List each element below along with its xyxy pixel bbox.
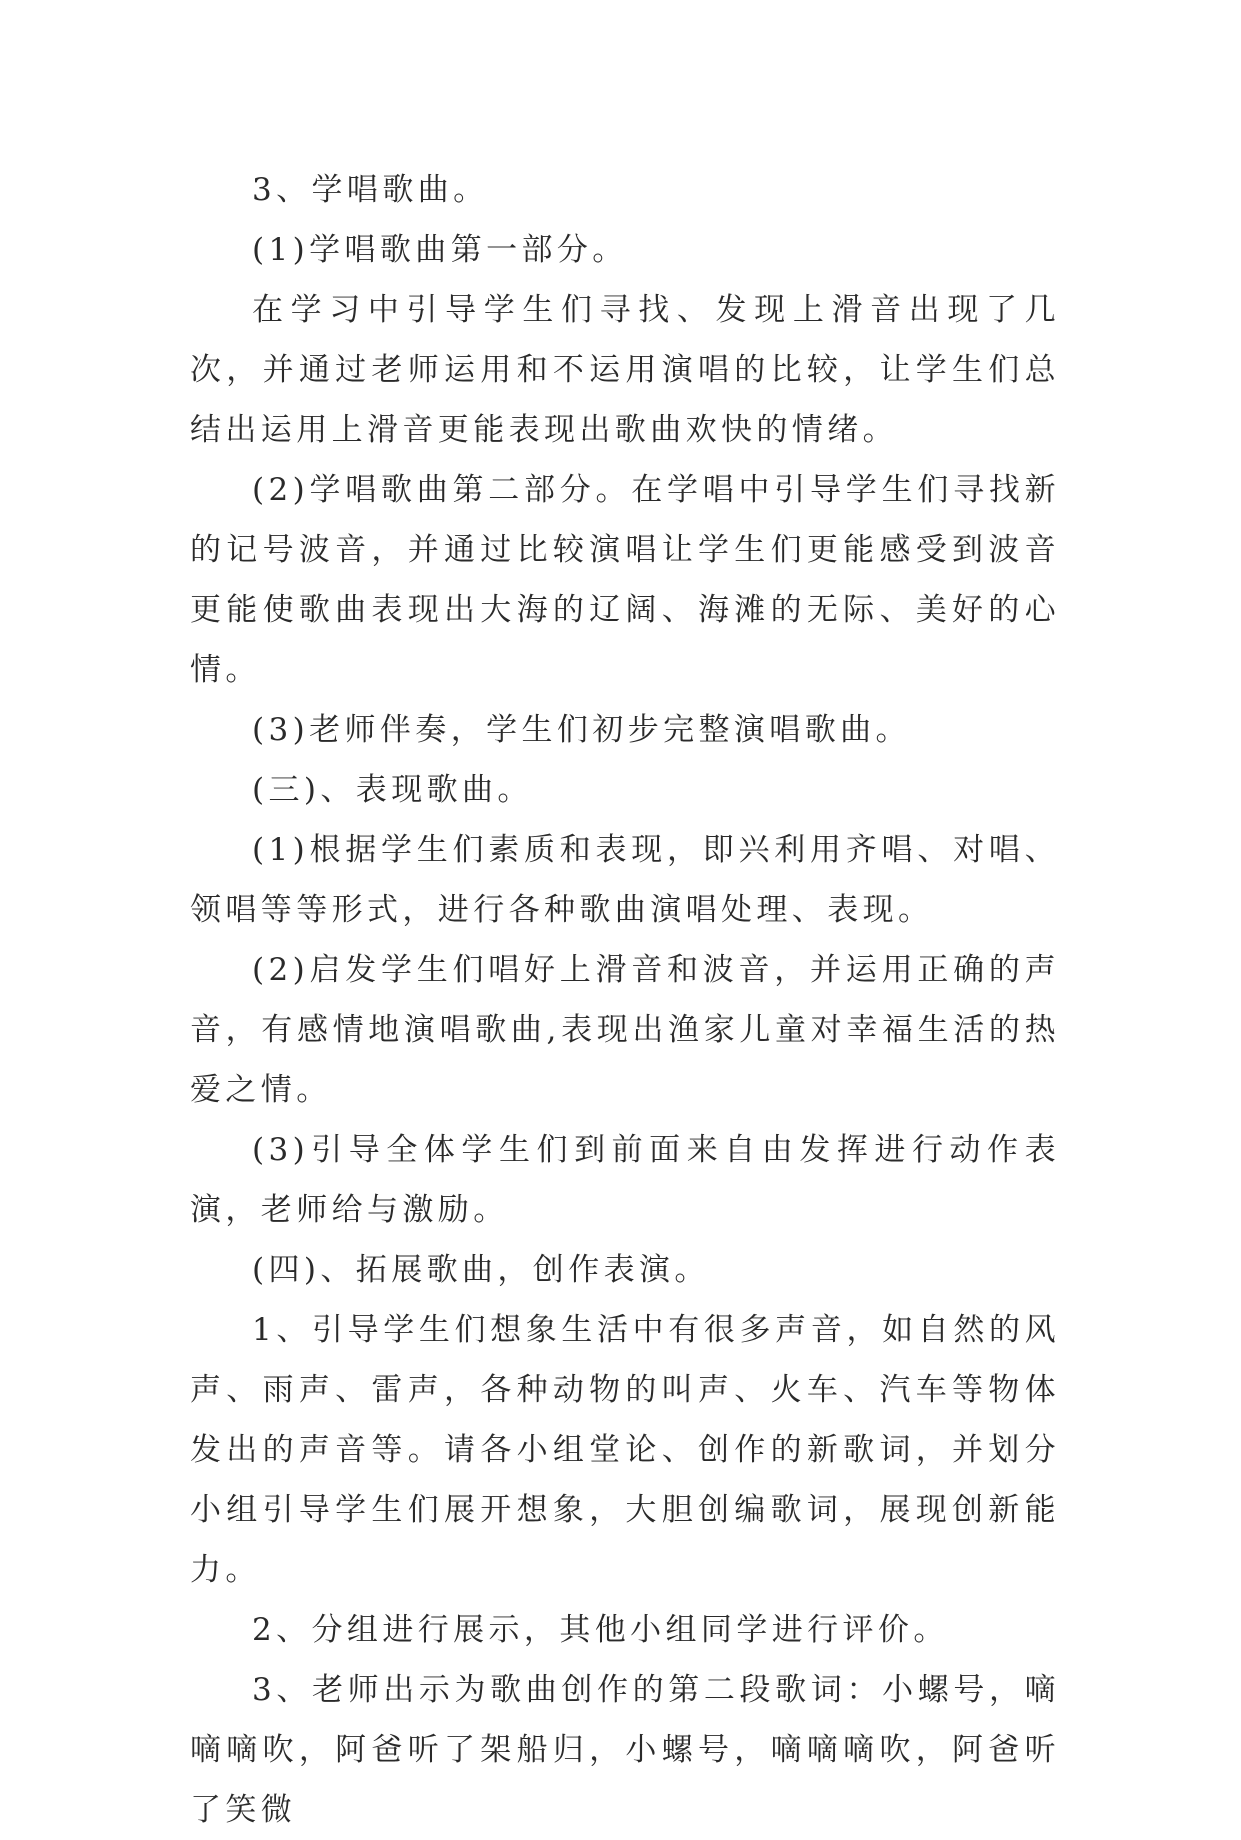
paragraph-extend-2: 2、分组进行展示，其他小组同学进行评价。 <box>252 1612 949 1648</box>
paragraph-step-3: 3、学唱歌曲。 <box>252 172 489 208</box>
paragraph-part-2: (2)学唱歌曲第二部分。在学唱中引导学生们寻找新的记号波音，并通过比较演唱让学生们更能感受到波音更能使歌曲表现出大海的辽阔、海滩的无际、美好的心情。 <box>190 472 1060 688</box>
section-heading-4: (四)、拓展歌曲，创作表演。 <box>252 1252 710 1288</box>
section-heading-3: (三)、表现歌曲。 <box>252 772 533 808</box>
paragraph-express-1: (1)根据学生们素质和表现，即兴利用齐唱、对唱、领唱等等形式，进行各种歌曲演唱处理、表现。 <box>190 832 1060 928</box>
document-body <box>190 160 1060 1840</box>
paragraph-part-1-detail: 在学习中引导学生们寻找、发现上滑音出现了几次，并通过老师运用和不运用演唱的比较，让学生们总结出运用上滑音更能表现出歌曲欢快的情绪。 <box>190 292 1060 448</box>
paragraph-part-3: (3)老师伴奏，学生们初步完整演唱歌曲。 <box>252 712 911 748</box>
paragraph-extend-1: 1、引导学生们想象生活中有很多声音，如自然的风声、雨声、雷声，各种动物的叫声、火车、汽车等物体发出的声音等。请各小组堂论、创作的新歌词，并划分小组引导学生们展开想象，大胆创编歌词，展现创新能力。 <box>190 1312 1060 1588</box>
paragraph-express-3: (3)引导全体学生们到前面来自由发挥进行动作表演，老师给与激励。 <box>190 1132 1060 1228</box>
paragraph-extend-3: 3、老师出示为歌曲创作的第二段歌词：小螺号，嘀嘀嘀吹，阿爸听了架船归，小螺号，嘀嘀嘀吹，阿爸听了笑微 <box>190 1672 1060 1828</box>
paragraph-express-2: (2)启发学生们唱好上滑音和波音，并运用正确的声音，有感情地演唱歌曲,表现出渔家儿童对幸福生活的热爱之情。 <box>190 952 1060 1108</box>
paragraph-part-1: (1)学唱歌曲第一部分。 <box>252 232 628 268</box>
